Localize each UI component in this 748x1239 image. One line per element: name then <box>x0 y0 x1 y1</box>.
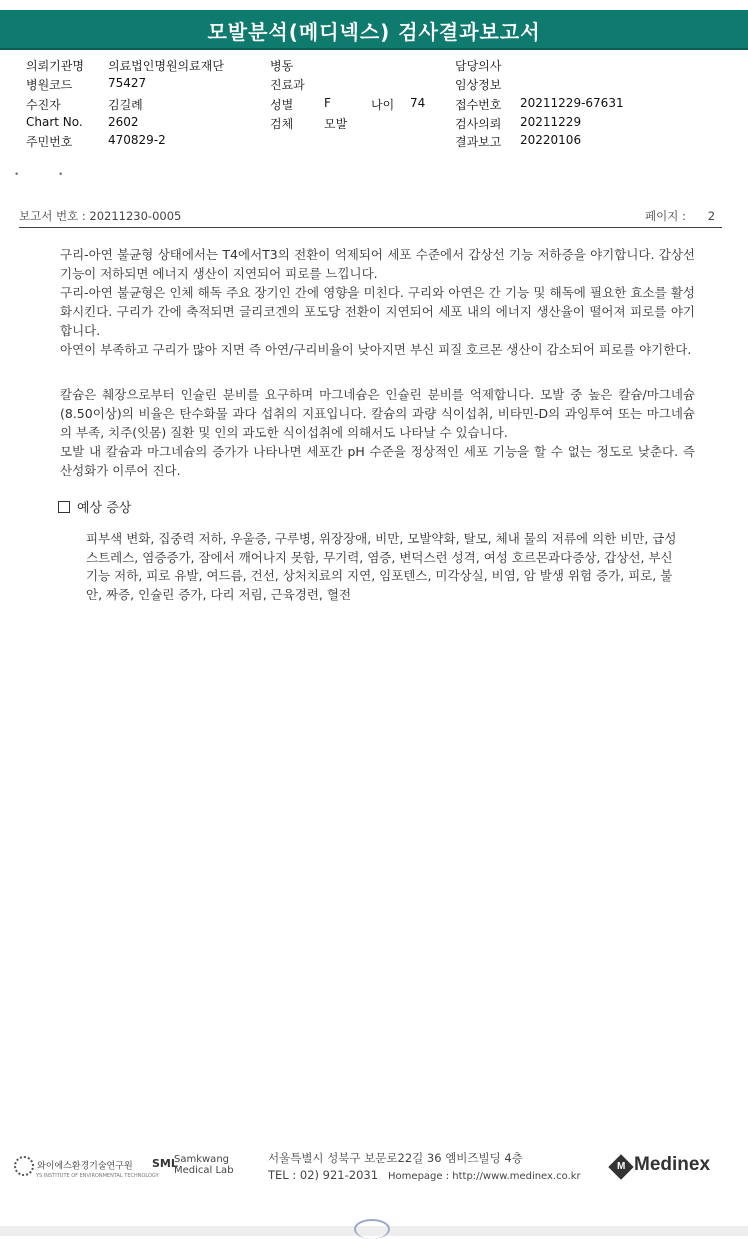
section-title <box>58 497 131 516</box>
footer-address: 서울특별시 성북구 보문로22길 36 엠비즈빌딩 4층 <box>268 1151 523 1165</box>
sml-logo-text <box>174 1154 234 1176</box>
footer-address-block <box>268 1150 581 1185</box>
medinex-logo-icon <box>608 1154 633 1179</box>
page-number: 페이지 : 2 <box>645 209 716 223</box>
clinical-label: 임상정보 <box>455 78 502 92</box>
hospital-label: 의뢰기관명 <box>26 59 84 73</box>
request-value: 20211229 <box>520 115 582 129</box>
receipt-value: 20211229-67631 <box>520 96 624 110</box>
sex-label: 성별 <box>270 98 294 112</box>
medinex-mark: M <box>616 1161 626 1172</box>
checkbox-icon <box>58 501 70 513</box>
symptoms-text: 피부색 변화, 집중력 저하, 우울증, 구루병, 위장장애, 비만, 모발약화, 탈모, 체내 물의 저류에 의한 비만, 급성 스트레스, 염증증가, 잠에서 깨어나지 못함, 무기력, 염증, 변덕스런 성격, 여성 호르몬과다증상, 갑상선, 부신 기능 저하, 피로 유발, 여드름, 건선, 상처치료의 지연, 임포텐스, 미각상실, 비염, 암 발생 위험 증가, 피로, 불안, 짜증, 인슐린 증가, 다리 저림, 근육경련, 혈전 <box>86 531 677 602</box>
doctor-label: 담당의사 <box>455 59 502 73</box>
scan-dot: • <box>14 170 20 180</box>
paragraph: 구리-아연 불균형 상태에서는 T4에서T3의 전환이 억제되어 세포 수준에서 갑상선 기능 저하증을 야기합니다. 갑상선 기능이 저하되면 에너지 생산이 지연되어 피로를 느낍니다. <box>60 247 695 281</box>
code-value: 75427 <box>108 76 147 90</box>
ys-logo-name: 와이에스환경기술연구원 <box>37 1161 133 1172</box>
footer-homepage: Homepage : http://www.medinex.co.kr <box>388 1171 581 1182</box>
patient-label: 수진자 <box>26 98 61 112</box>
scan-dot: • <box>58 170 64 180</box>
code-label: 병원코드 <box>26 78 73 92</box>
paragraph: 구리-아연 불균형은 인체 해독 주요 장기인 간에 영향을 미친다. 구리와 아연은 간 기능 및 해독에 필요한 효소를 활성화시킨다. 구리가 간에 축적되면 글리코겐의 포도당 전환이 지연되어 세포 내의 에너지 생산율이 떨어져 피로를 야기합니다. <box>60 285 695 338</box>
chart-label: Chart No. <box>26 115 83 129</box>
ward-label: 병동 <box>270 59 294 73</box>
request-label: 검사의뢰 <box>455 117 502 131</box>
sml-logo-icon: SML <box>152 1157 178 1170</box>
paragraph-group-1 <box>60 245 695 359</box>
section-title-text: 예상 증상 <box>77 501 132 516</box>
dept-label: 진료과 <box>270 78 305 92</box>
footer-tel: TEL : 02) 921-2031 <box>268 1168 379 1182</box>
ys-logo-icon <box>14 1156 34 1176</box>
specimen-value: 모발 <box>324 117 348 131</box>
ys-logo-sub: YS INSTITUTE OF ENVIRONMENTAL TECHNOLOGY <box>36 1173 159 1179</box>
sex-value: F <box>324 96 331 110</box>
sml-line2: Medical Lab <box>174 1165 234 1176</box>
paragraph: 아연이 부족하고 구리가 많아 지면 즉 아연/구리비율이 낮아지면 부신 피질 호르몬 생산이 감소되어 피로를 야기한다. <box>60 342 692 357</box>
scroll-indicator <box>354 1219 390 1239</box>
paragraph: 칼슘은 췌장으로부터 인슐린 분비를 요구하며 마그네슘은 인슐린 분비를 억제합니다. 모발 중 높은 칼슘/마그네슘(8.50이상)의 비율은 탄수화물 과다 섭취의 지표입니다. 칼슘의 과량 식이섭취, 비타민-D의 과잉투여 또는 마그네슘의 부족, 치주(잇몸) 질환 및 인의 과도한 식이섭취에 의해서도 나타날 수 있습니다. <box>60 387 695 440</box>
paragraph: 모발 내 칼슘과 마그네슘의 증가가 나타나면 세포간 pH 수준을 정상적인 세포 기능을 할 수 없는 정도로 낮춘다. 즉 산성화가 이루어 진다. <box>60 444 695 478</box>
header-bar <box>0 10 748 50</box>
result-value: 20220106 <box>520 133 582 147</box>
result-label: 결과보고 <box>455 135 502 149</box>
patient-value: 김길례 <box>108 98 143 112</box>
paragraph-group-2 <box>60 385 695 480</box>
footer <box>0 1148 748 1198</box>
specimen-label: 검체 <box>270 117 294 131</box>
medinex-logo <box>612 1154 710 1176</box>
resident-value: 470829-2 <box>108 133 166 147</box>
ys-logo <box>14 1156 159 1179</box>
age-value: 74 <box>410 96 426 110</box>
receipt-label: 접수번호 <box>455 98 502 112</box>
report-title: 모발분석(메디넥스) 검사결과보고서 <box>207 20 541 44</box>
hospital-value: 의료법인명원의료재단 <box>108 59 224 73</box>
sml-line1: Samkwang <box>174 1154 229 1165</box>
report-number: 보고서 번호 : 20211230-0005 <box>19 209 182 223</box>
divider <box>19 227 722 228</box>
resident-label: 주민번호 <box>26 135 73 149</box>
age-label: 나이 <box>371 98 395 112</box>
chart-value: 2602 <box>108 115 139 129</box>
medinex-logo-text: Medinex <box>634 1154 711 1175</box>
